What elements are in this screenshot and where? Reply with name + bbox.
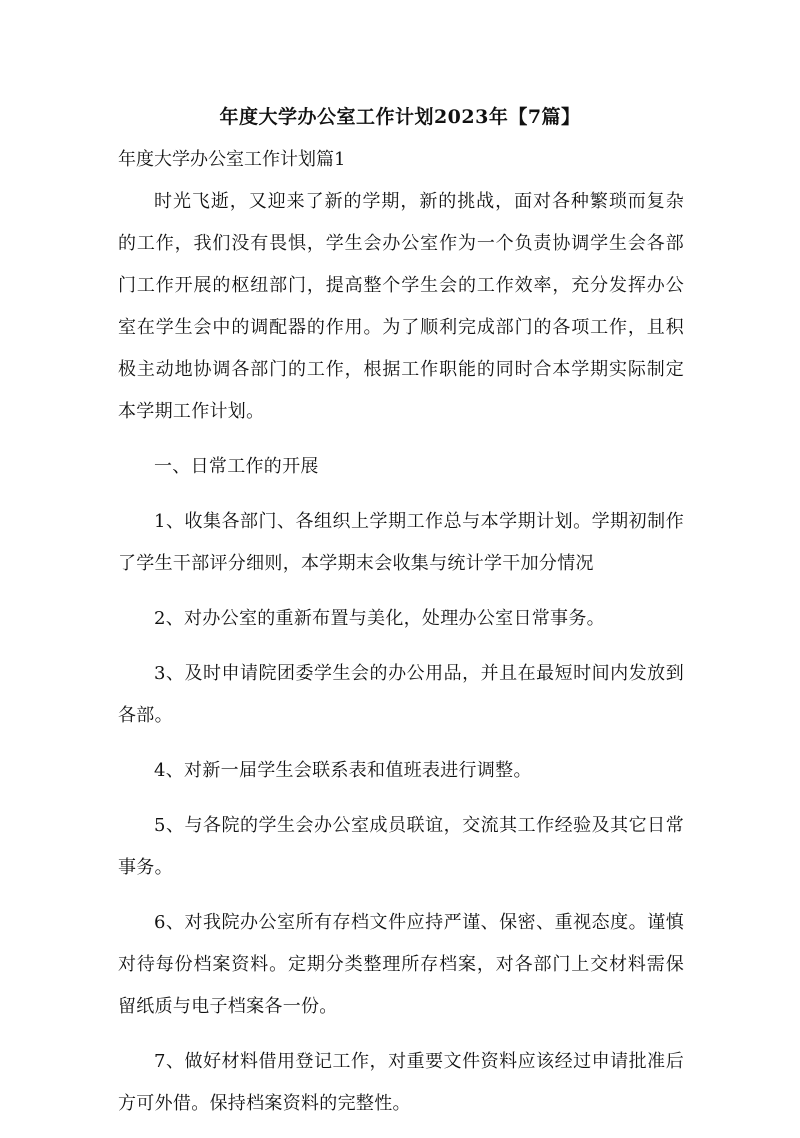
document-title: 年度大学办公室工作计划2023年【7篇】 [219,106,581,128]
paragraph-intro: 时光飞逝，又迎来了新的学期，新的挑战，面对各种繁琐而复杂的工作，我们没有畏惧，学生会办公室作为一个负责协调学生会各部门工作开展的枢纽部门，提高整个学生会的工作效率，充分发挥办公室在学生会中的调配器的作用。为了顺利完成部门的各项工作，且积极主动地协调各部门的工作，根据工作职能的同时合本学期实际制定本学期工作计划。 [118,191,684,422]
section-heading: 年度大学办公室工作计划篇1 [118,149,346,170]
paragraph-item-2: 2、对办公室的重新布置与美化，处理办公室日常事务。 [154,608,605,629]
paragraph-heading-daily-work: 一、日常工作的开展 [154,456,319,477]
document-body [118,181,684,1138]
paragraph-item-7: 7、做好材料借用登记工作，对重要文件资料应该经过申请批准后方可外借。保持档案资料的完整性。 [118,1051,684,1114]
paragraph-item-4: 4、对新一届学生会联系表和值班表进行调整。 [154,760,532,781]
paragraph-item-6: 6、对我院办公室所有存档文件应持严谨、保密、重视态度。谨慎对待每份档案资料。定期分类整理所存档案，对各部门上交材料需保留纸质与电子档案各一份。 [118,912,684,1017]
paragraph-item-3: 3、及时申请院团委学生会的办公用品，并且在最短时间内发放到各部。 [118,663,684,726]
paragraph-item-5: 5、与各院的学生会办公室成员联谊，交流其工作经验及其它日常事务。 [118,815,684,878]
paragraph-item-1: 1、收集各部门、各组织上学期工作总与本学期计划。学期初制作了学生干部评分细则，本学期末会收集与统计学干加分情况 [118,511,684,574]
